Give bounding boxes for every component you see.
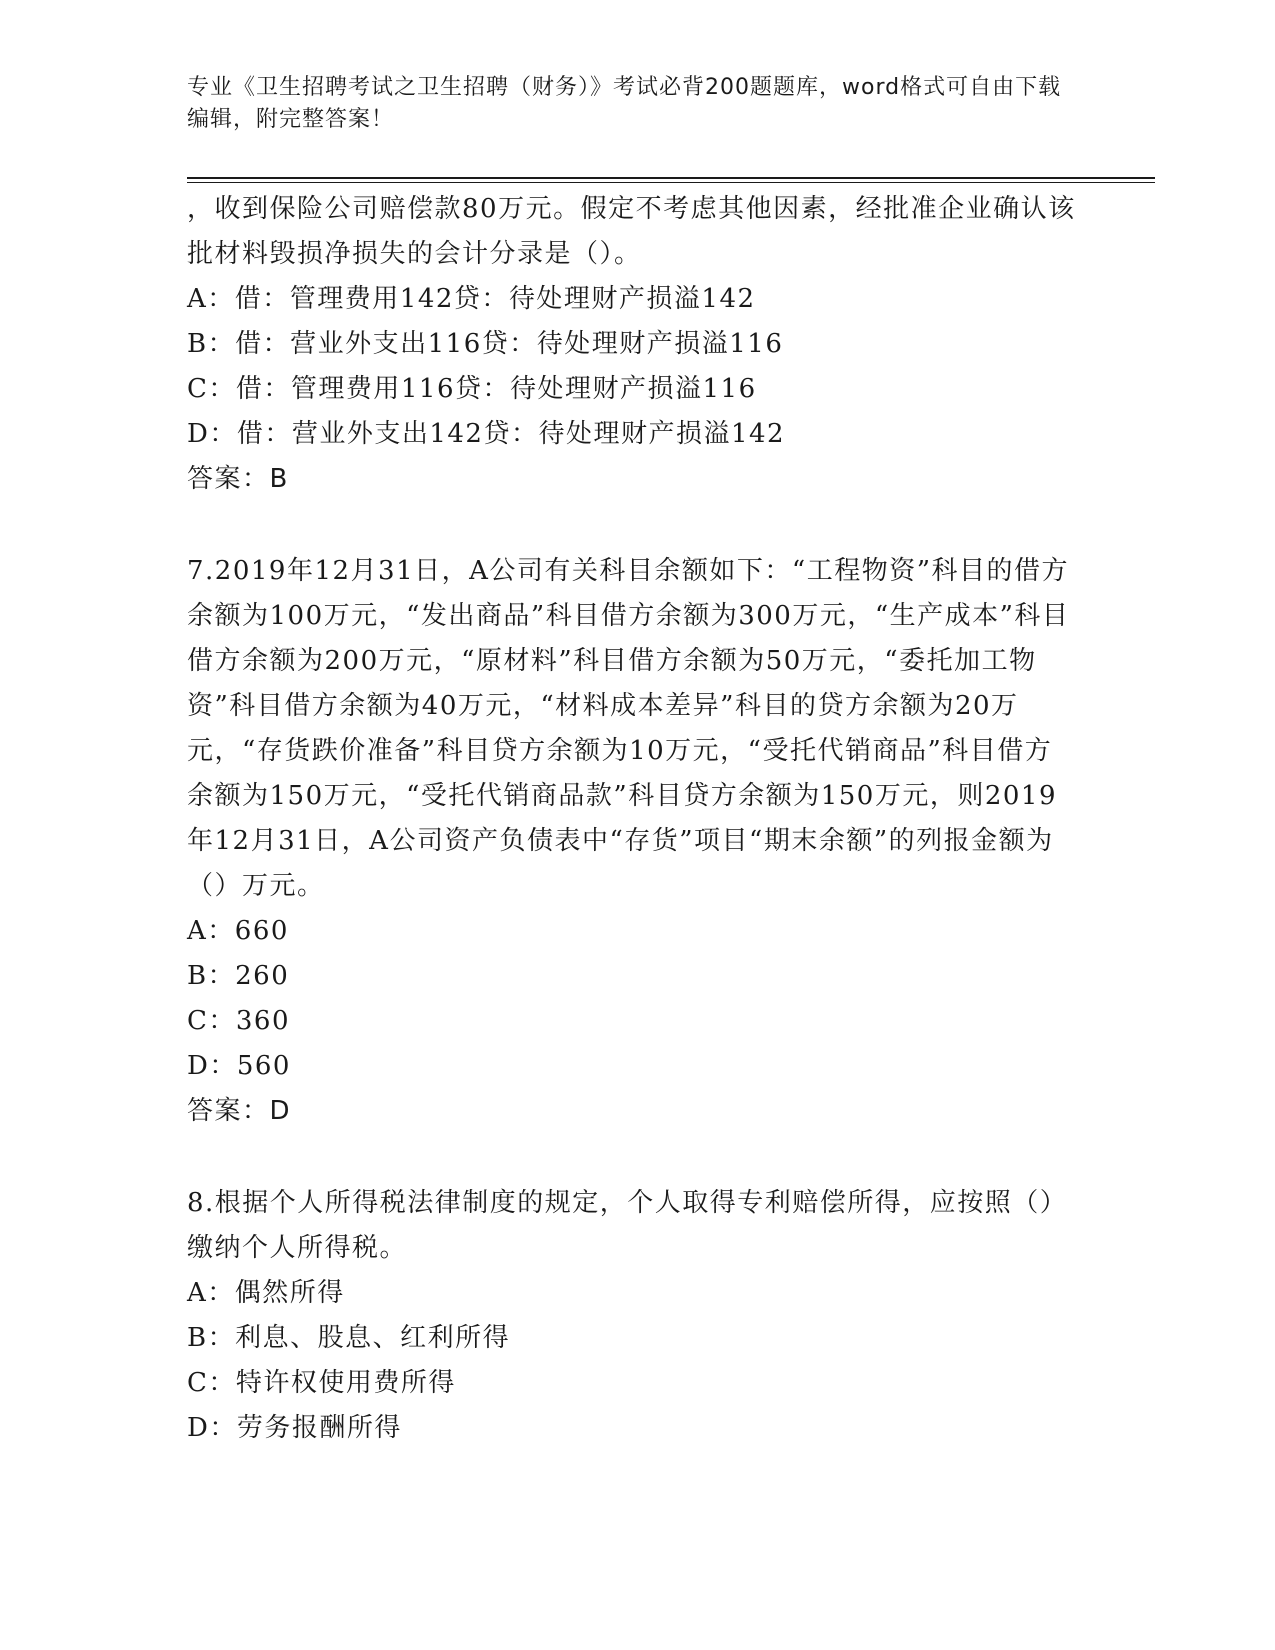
option-c: C：360 — [187, 1006, 291, 1036]
header-rule-thick — [187, 177, 1155, 179]
option-b: B：260 — [187, 961, 290, 991]
header-rule-thin — [187, 182, 1155, 183]
question-stem: 8.根据个人所得税法律制度的规定，个人取得专利赔偿所得，应按照（）缴纳个人所得税。 — [187, 1188, 1068, 1263]
answer-label: 答案：D — [187, 1096, 292, 1126]
question-6 — [187, 187, 1077, 502]
document-header: 专业《卫生招聘考试之卫生招聘（财务）》考试必背200题题库，word格式可自由下载编辑，附完整答案！ — [187, 75, 1062, 132]
option-d: D：借：营业外支出142贷：待处理财产损溢142 — [187, 419, 786, 449]
option-b: B：利息、股息、红利所得 — [187, 1323, 511, 1353]
option-a: A：借：管理费用142贷：待处理财产损溢142 — [187, 284, 756, 314]
question-content — [187, 187, 1077, 1451]
option-d: D：劳务报酬所得 — [187, 1413, 402, 1443]
question-stem: ，收到保险公司赔偿款80万元。假定不考虑其他因素，经批准企业确认该批材料毁损净损失的会计分录是（）。 — [187, 194, 1076, 269]
option-b: B：借：营业外支出116贷：待处理财产损溢116 — [187, 329, 784, 359]
option-d: D：560 — [187, 1051, 291, 1081]
option-c: C：特许权使用费所得 — [187, 1368, 456, 1398]
question-8 — [187, 1181, 1077, 1451]
answer-label: 答案：B — [187, 464, 289, 494]
option-a: A：偶然所得 — [187, 1278, 345, 1308]
question-7 — [187, 549, 1077, 1134]
question-stem: 7.2019年12月31日，A公司有关科目余额如下：“工程物资”科目的借方余额为100万元，“发出商品”科目借方余额为300万元，“生产成本”科目借方余额为200万元，“原材料”科目借方余额为50万元，“委托加工物资”科目借方余额为40万元，“材料成本差异”科目的贷方余额为20万元，“存货跌价准备”科目贷方余额为10万元，“受托代销商品”科目借方余额为150万元，“受托代销商品款”科目贷方余额为150万元，则2019年12月31日，A公司资产负债表中“存货”项目“期末余额”的列报金额为（）万元。 — [187, 556, 1070, 901]
option-a: A：660 — [187, 916, 289, 946]
option-c: C：借：管理费用116贷：待处理财产损溢116 — [187, 374, 757, 404]
